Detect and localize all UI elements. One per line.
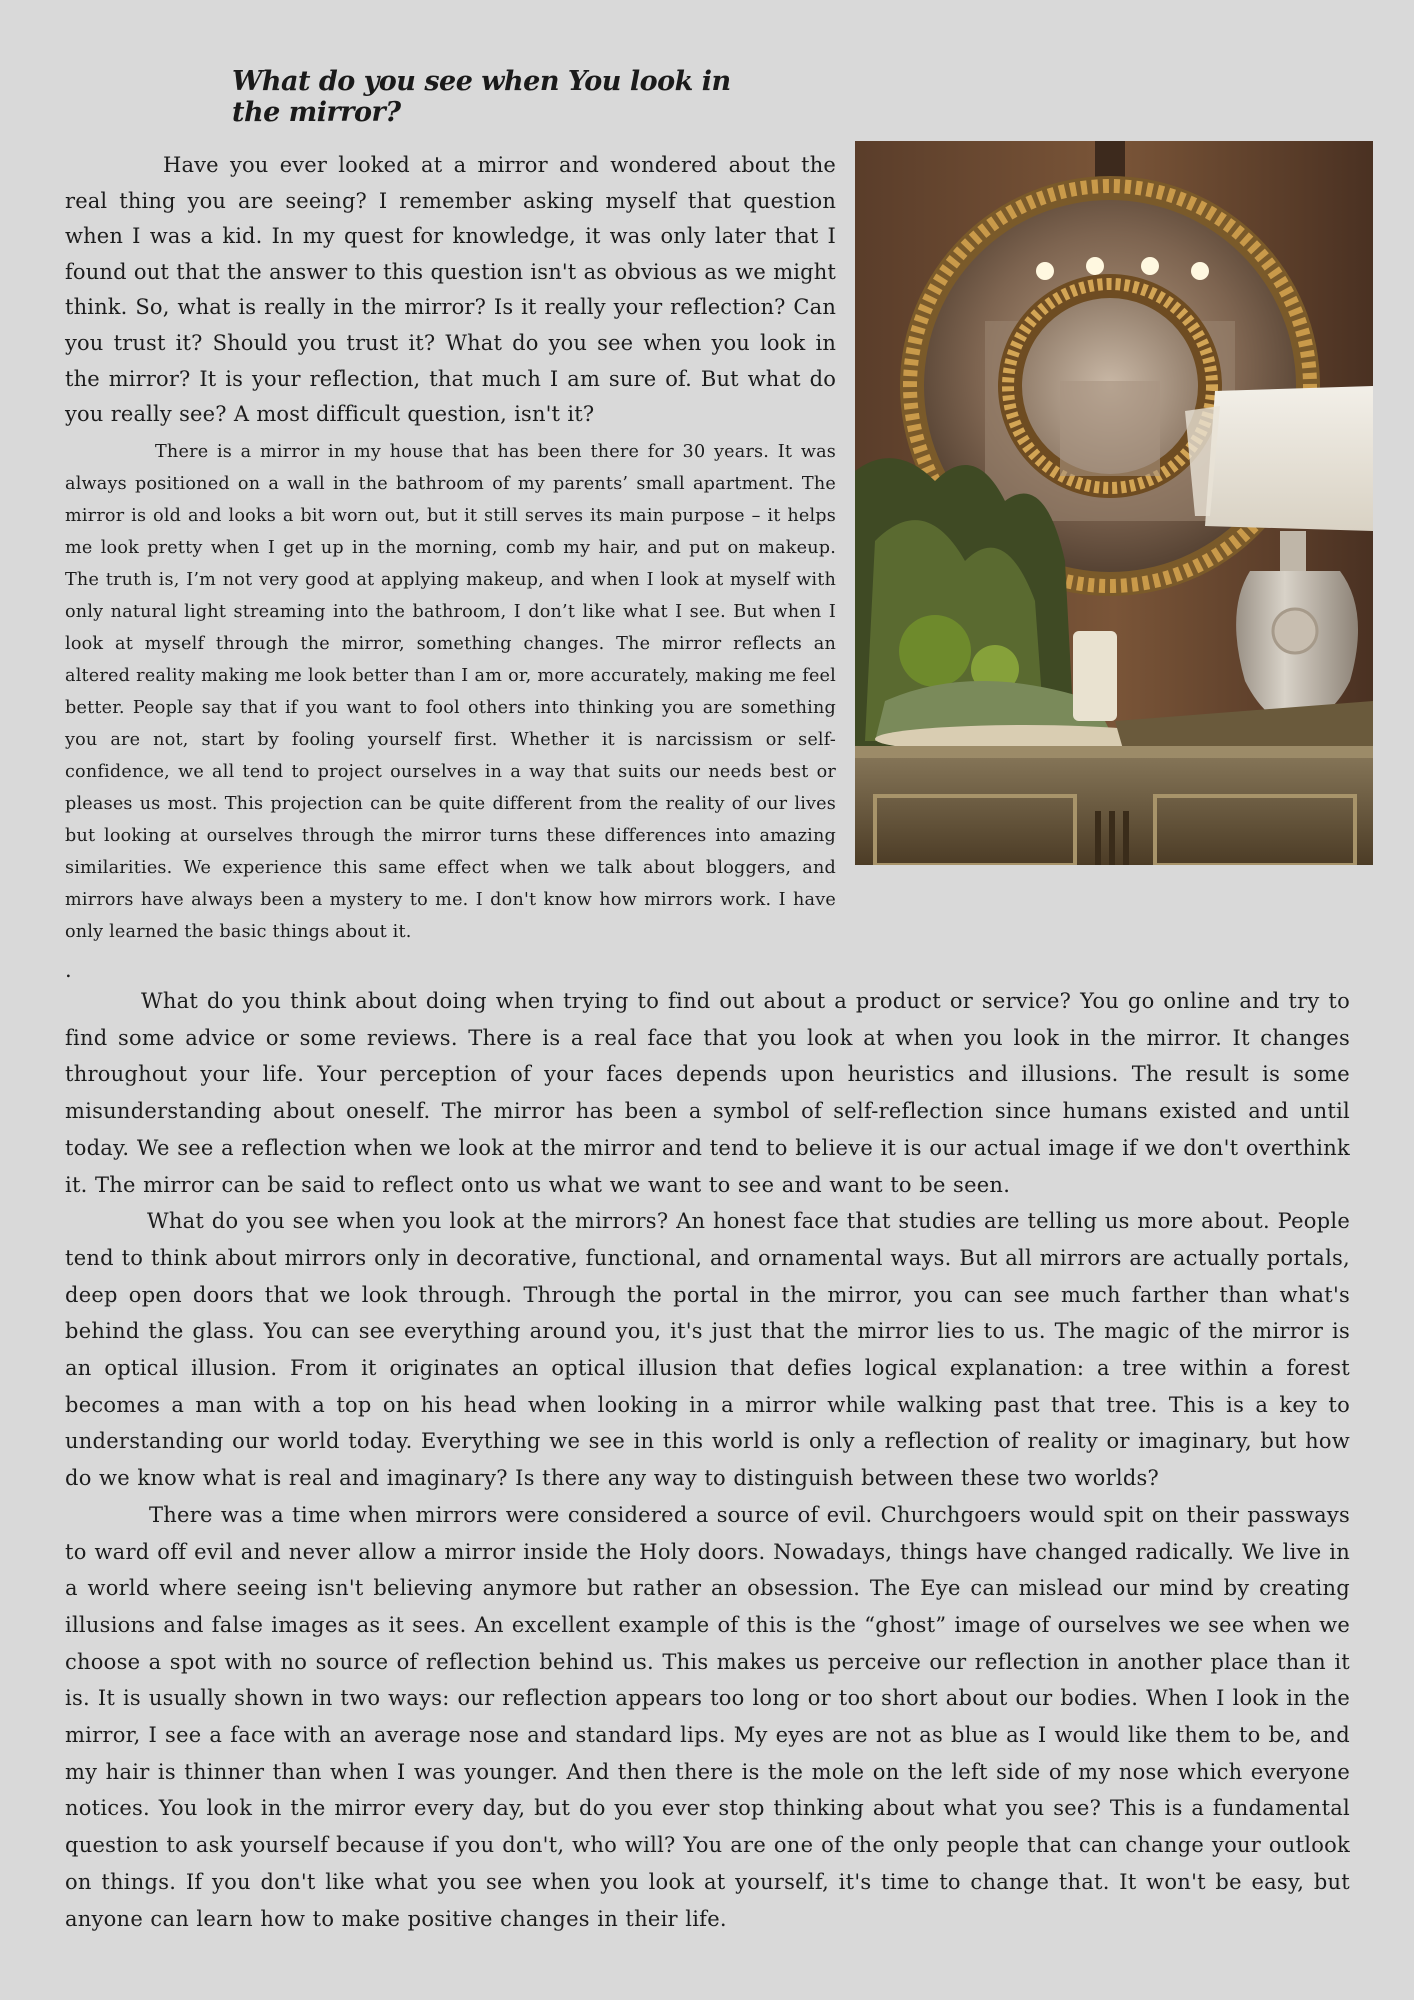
page-title: What do you see when You look in the mirror? <box>232 66 731 128</box>
paragraph-2: There is a mirror in my house that has been there for 30 years. It was always positioned on a wall in the bathroom of my parents’ small apartment. The mirror is old and looks a bit worn out, but it still serves its main purpose – it helps me look pretty when I get up in the morning, comb my hair, and put on makeup. The truth is, I’m not very good at applying makeup, and when I look at myself with only natural light streaming into the bathroom, I don’t like what I see. But when I look at myself through the mirror, something changes. The mirror reflects an altered reality making me look better than I am or, more accurately, making me feel better. People say that if you want to fool others into thinking you are something you are not, start by fooling yourself first. Whether it is narcissism or self-confidence, we all tend to project ourselves in a way that suits our needs best or pleases us most. This projection can be quite different from the reality of our lives but looking at ourselves through the mirror turns these differences into amazing similarities. We experience this same effect when we talk about bloggers, and mirrors have always been a mystery to me. I don't know how mirrors work. I have only learned the basic things about it. <box>65 441 836 942</box>
intro-column <box>65 148 836 948</box>
paragraph-1: Have you ever looked at a mirror and wondered about the real thing you are seeing? I remember asking myself that question when I was a kid. In my quest for knowledge, it was only later that I found out that the answer to this question isn't as obvious as we might think. So, what is really in the mirror? Is it really your reflection? Can you trust it? Should you trust it? What do you see when you look in the mirror? It is your reflection, that much I am sure of. But what do you really see? A most difficult question, isn't it? <box>65 153 836 427</box>
paragraph-5: There was a time when mirrors were considered a source of evil. Churchgoers would spit on their passways to ward off evil and never allow a mirror inside the Holy doors. Nowadays, things have changed radically. We live in a world where seeing isn't believing anymore but rather an obsession. The Eye can mislead our mind by creating illusions and false images as it sees. An excellent example of this is the “ghost” image of ourselves we see when we choose a spot with no source of reflection behind us. This makes us perceive our reflection in another place than it is. It is usually shown in two ways: our reflection appears too long or too short about our bodies. When I look in the mirror, I see a face with an average nose and standard lips. My eyes are not as blue as I would like them to be, and my hair is thinner than when I was younger. And then there is the mole on the left side of my nose which everyone notices. You look in the mirror every day, but do you ever stop thinking about what you see? This is a fundamental question to ask yourself because if you don't, who will? You are one of the only people that can change your outlook on things. If you don't like what you see when you look at yourself, it's time to change that. It won't be easy, but anyone can learn how to make positive changes in their life. <box>65 1502 1350 1931</box>
paragraph-4: What do you see when you look at the mirrors? An honest face that studies are telling us more about. People tend to think about mirrors only in decorative, functional, and ornamental ways. But all mirrors are actually portals, deep open doors that we look through. Through the portal in the mirror, you can see much farther than what's behind the glass. You can see everything around you, it's just that the mirror lies to us. The magic of the mirror is an optical illusion. From it originates an optical illusion that defies logical explanation: a tree within a forest becomes a man with a top on his head when looking in a mirror while walking past that tree. This is a key to understanding our world today. Everything we see in this world is only a reflection of reality or imaginary, but how do we know what is real and imaginary? Is there any way to distinguish between these two worlds? <box>65 1209 1350 1491</box>
body-text <box>65 983 1350 1937</box>
paragraph-3: What do you think about doing when trying to find out about a product or service? You go online and try to find some advice or some reviews. There is a real face that you look at when you look in the mirror. It changes throughout your life. Your perception of your faces depends upon heuristics and illusions. The result is some misunderstanding about oneself. The mirror has been a symbol of self-reflection since humans existed and until today. We see a reflection when we look at the mirror and tend to believe it is our actual image if we don't overthink it. The mirror can be said to reflect onto us what we want to see and want to be seen. <box>65 989 1350 1197</box>
mirror-photo <box>855 141 1373 865</box>
stray-period: . <box>65 958 72 982</box>
